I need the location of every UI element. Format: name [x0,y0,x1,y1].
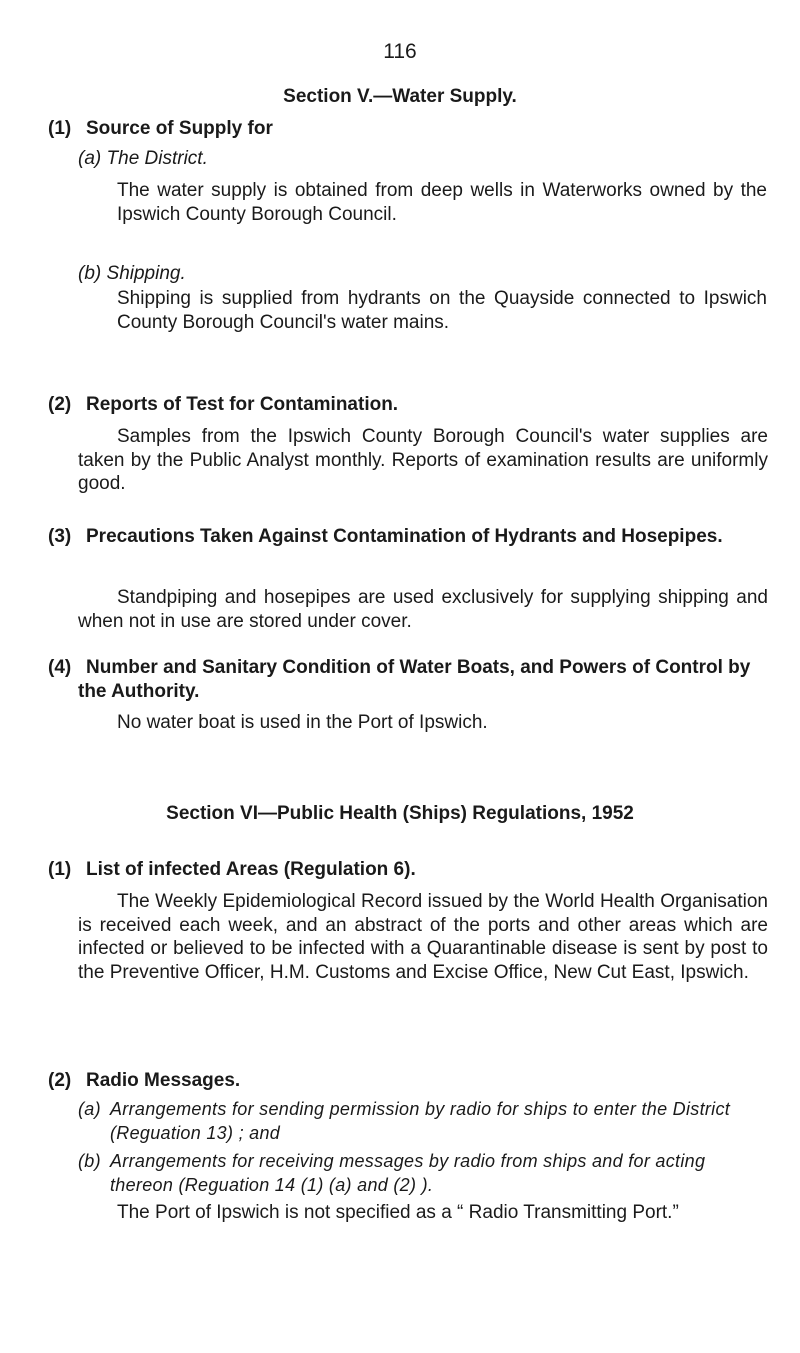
section-v-title: Section V.—Water Supply. [283,86,517,107]
section-v-item-2-paragraph: Samples from the Ipswich County Borough Council's water supplies are taken by the Public Analyst monthly. Reports of examination results are uniformly good. [78,426,768,494]
sub-heading-text: Shipping. [106,263,186,284]
heading-text: List of infected Areas (Regulation 6). [86,859,416,880]
sub-label: (b) [78,263,102,284]
heading-text: Reports of Test for Contamination. [86,394,399,415]
sub-label: (b) [78,1151,101,1171]
section-vi-item-2-sub-b [78,1150,768,1197]
section-vi-item-1-heading [48,858,768,882]
section-v-item-4-heading [48,656,768,704]
subsection-b-heading [78,263,186,285]
heading-text: Precautions Taken Against Contamination of Hydrants and Hosepipes. [86,526,723,547]
sub-text: Arrangements for sending permission by radio for ships to enter the District (Reguation 13) ; and [110,1099,731,1143]
heading-text: Number and Sanitary Condition of Water Boats, and Powers of Control by the Authority. [78,657,751,702]
subsection-a-heading [78,148,208,170]
section-vi-item-2-paragraph: The Port of Ipswich is not specified as a “ Radio Transmitting Port.” [117,1202,679,1223]
heading-text: Radio Messages. [86,1070,241,1091]
section-v-item-3-paragraph: Standpiping and hosepipes are used exclusively for supplying shipping and when not in use are stored under cover. [78,587,768,632]
heading-text: Source of Supply for [86,118,273,139]
sub-text: Arrangements for receiving messages by radio from ships and for acting thereon (Reguation 14 (1) (a) and (2) ). [110,1151,706,1195]
item-number: (1) [48,118,72,139]
item-number: (2) [48,394,72,415]
subsection-a-paragraph: The water supply is obtained from deep wells in Waterworks owned by the Ipswich County Borough Council. [117,180,767,225]
section-v-item-3-heading [48,525,768,549]
section-v-item-1-heading [48,117,768,141]
item-number: (4) [48,657,72,678]
sub-heading-text: The District. [106,148,208,169]
page-number: 116 [383,40,417,63]
item-number: (2) [48,1070,72,1091]
item-number: (1) [48,859,72,880]
sub-label: (a) [78,1099,101,1119]
subsection-b-paragraph: Shipping is supplied from hydrants on the Quayside connected to Ipswich County Borough Council's water mains. [117,288,767,333]
sub-label: (a) [78,148,102,169]
section-v-item-4-paragraph: No water boat is used in the Port of Ipswich. [117,712,488,733]
item-number: (3) [48,526,72,547]
section-vi-item-2-heading [48,1069,768,1093]
section-vi-item-1-paragraph: The Weekly Epidemiological Record issued by the World Health Organisation is received each week, and an abstract of the ports and other areas which are infected or believed to be infected with a Quarantinable disease is sent by post to the Preventive Officer, H.M. Customs and Excise Office, New Cut East, Ipswich. [78,891,768,983]
section-v-item-2-heading [48,393,768,417]
section-vi-item-2-sub-a [78,1098,768,1145]
section-vi-title: Section VI—Public Health (Ships) Regulations, 1952 [166,803,634,824]
